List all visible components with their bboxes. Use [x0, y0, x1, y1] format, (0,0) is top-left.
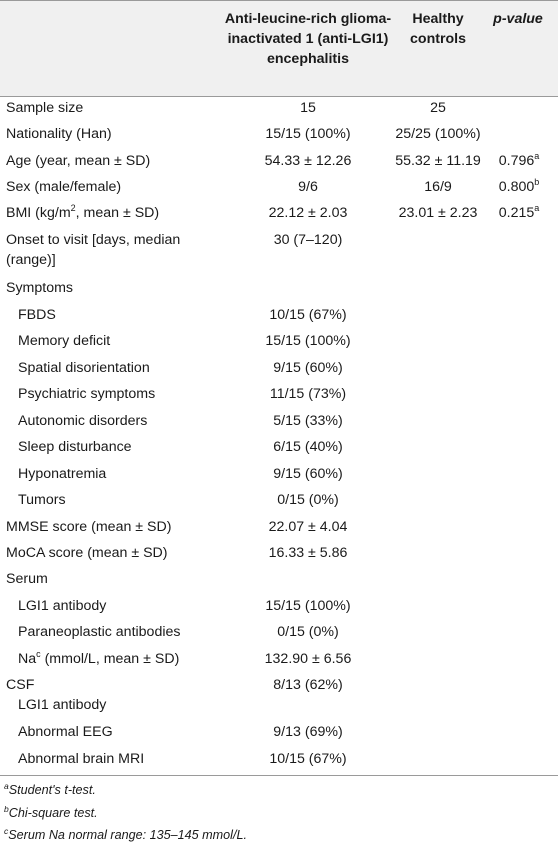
- cell-group: 9/15 (60%): [273, 466, 343, 482]
- cell-controls: 16/9: [424, 179, 452, 195]
- footnote-mark: c: [4, 826, 9, 836]
- cell-group: 5/15 (33%): [273, 413, 343, 429]
- cell-group: 15/15 (100%): [265, 598, 351, 614]
- cell-pvalue: [486, 151, 552, 171]
- row-label: Sleep disturbance: [18, 439, 132, 455]
- label-line: (range)]: [6, 252, 56, 268]
- cell-group: 9/15 (60%): [273, 360, 343, 376]
- row-label: Tumors: [18, 492, 66, 508]
- row-label: Symptoms: [6, 280, 74, 296]
- row-label: Sample size: [6, 100, 84, 116]
- cell-group: 132.90 ± 6.56: [264, 651, 352, 667]
- row-label: Serum: [6, 571, 48, 587]
- footnote-text: Serum Na normal range: 135–145 mmol/L.: [8, 828, 247, 842]
- cell-group: 10/15 (67%): [269, 307, 347, 323]
- cell-group: 11/15 (73%): [269, 386, 347, 402]
- label-text: (mmol/L, mean ± SD): [40, 651, 180, 667]
- row-label: Spatial disorientation: [18, 360, 150, 376]
- footnote-mark: a: [4, 781, 9, 791]
- pvalue-footnote-mark: a: [534, 151, 540, 161]
- cell-controls: 25/25 (100%): [395, 126, 481, 142]
- cell-controls: 25: [430, 100, 446, 116]
- label-superscript: 2: [70, 203, 76, 213]
- cell-group: 16.33 ± 5.86: [268, 545, 348, 561]
- row-label: [18, 649, 228, 669]
- row-label: Psychiatric symptoms: [18, 386, 156, 402]
- pvalue-number: 0.800: [498, 179, 535, 195]
- cell-controls: 23.01 ± 2.23: [398, 205, 478, 221]
- cell-pvalue: [486, 203, 552, 223]
- row-label: FBDS: [18, 307, 56, 323]
- cell-group: 15/15 (100%): [265, 126, 351, 142]
- cell-group: 54.33 ± 12.26: [264, 153, 352, 169]
- row-label: CSF: [6, 677, 35, 693]
- pvalue-footnote-mark: a: [534, 203, 540, 213]
- footnote-a: [4, 781, 96, 799]
- row-label: LGI1 antibody: [18, 598, 107, 614]
- row-label: Paraneoplastic antibodies: [18, 624, 181, 640]
- cell-group: 15/15 (100%): [265, 333, 351, 349]
- label-text: , mean ± SD): [75, 205, 160, 221]
- row-label: Memory deficit: [18, 333, 111, 349]
- header-pvalue-label: p-value: [493, 11, 543, 27]
- header-pvalue-column: [482, 9, 554, 29]
- row-label: [6, 203, 216, 223]
- cell-group: 8/13 (62%): [273, 677, 343, 693]
- footnote-b: [4, 804, 98, 822]
- row-label: LGI1 antibody: [18, 697, 107, 713]
- cell-group: 22.07 ± 4.04: [268, 519, 348, 535]
- cell-group: 10/15 (67%): [269, 751, 347, 767]
- pvalue-number: 0.796: [498, 153, 535, 169]
- cell-pvalue: [486, 177, 552, 197]
- row-label: Sex (male/female): [6, 179, 122, 195]
- label-line: Onset to visit [days, median: [6, 232, 181, 248]
- row-label: MMSE score (mean ± SD): [6, 519, 172, 535]
- row-label: Abnormal EEG: [18, 724, 113, 740]
- footnote-text: Student's t-test.: [8, 783, 96, 797]
- label-text: Na: [18, 651, 37, 667]
- row-label: [6, 230, 216, 270]
- footnote-c: [4, 826, 247, 844]
- cell-group: 30 (7–120): [273, 232, 343, 248]
- cell-group: 0/15 (0%): [277, 624, 339, 640]
- table-bottom-rule: [0, 775, 558, 776]
- label-superscript: c: [36, 649, 41, 659]
- cell-group: 9/13 (69%): [273, 724, 343, 740]
- row-label: Nationality (Han): [6, 126, 112, 142]
- cell-group: 9/6: [298, 179, 318, 195]
- row-label: Autonomic disorders: [18, 413, 148, 429]
- row-label: Age (year, mean ± SD): [6, 153, 151, 169]
- cell-group: 0/15 (0%): [277, 492, 339, 508]
- header-controls-column: Healthy controls: [410, 11, 466, 47]
- cell-controls: 55.32 ± 11.19: [395, 153, 481, 169]
- footnote-text: Chi-square test.: [8, 806, 98, 820]
- cell-group: 6/15 (40%): [273, 439, 343, 455]
- table-header: [0, 0, 558, 97]
- cell-group: 22.12 ± 2.03: [268, 205, 348, 221]
- row-label: Hyponatremia: [18, 466, 107, 482]
- row-label: Abnormal brain MRI: [18, 751, 145, 767]
- footnote-mark: b: [4, 804, 9, 814]
- cell-group: 15: [300, 100, 316, 116]
- row-label: MoCA score (mean ± SD): [6, 545, 168, 561]
- pvalue-number: 0.215: [498, 205, 535, 221]
- header-group-column: Anti-leucine-rich glioma-inactivated 1 (anti-LGI1) encephalitis: [224, 11, 392, 67]
- pvalue-footnote-mark: b: [534, 177, 540, 187]
- label-text: BMI (kg/m: [6, 205, 71, 221]
